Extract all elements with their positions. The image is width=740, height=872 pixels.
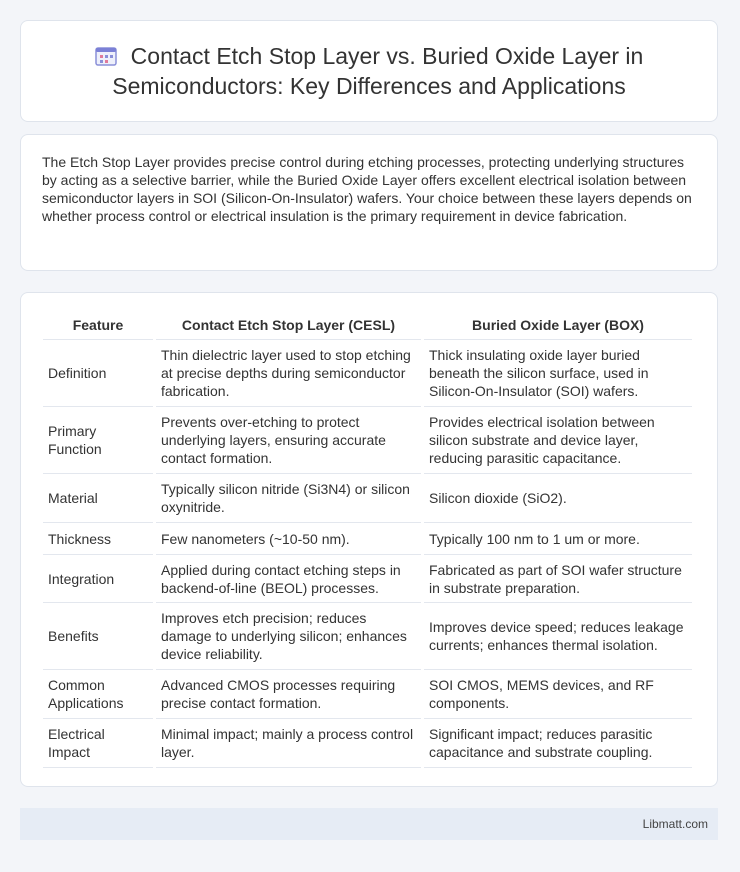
feature-cell: Material [43, 474, 153, 523]
box-cell: SOI CMOS, MEMS devices, and RF components. [424, 670, 692, 719]
header-cesl: Contact Etch Stop Layer (CESL) [156, 311, 421, 340]
calendar-icon [95, 46, 117, 66]
cesl-cell: Prevents over-etching to protect underlying layers, ensuring accurate contact formation. [156, 407, 421, 474]
comparison-table [40, 311, 695, 768]
page-title-text: Contact Etch Stop Layer vs. Buried Oxide Layer in Semiconductors: Key Differences and Applications [112, 43, 644, 99]
table-row [43, 719, 692, 768]
comparison-card [20, 292, 718, 787]
table-row [43, 555, 692, 603]
cesl-cell: Few nanometers (~10-50 nm). [156, 523, 421, 555]
feature-cell: Thickness [43, 523, 153, 555]
intro-text: The Etch Stop Layer provides precise control during etching processes, protecting underlying structures by acting as a selective barrier, while the Buried Oxide Layer offers excellent electrical isolation between semiconductor layers in SOI (Silicon-On-Insulator) wafers. Your choice between these layers depends on whether process control or electrical insulation is the primary requirement in device fabrication. [42, 154, 692, 224]
table-row [43, 474, 692, 523]
feature-cell: Common Applications [43, 670, 153, 719]
box-cell: Silicon dioxide (SiO2). [424, 474, 692, 523]
feature-cell: Electrical Impact [43, 719, 153, 768]
header-feature: Feature [43, 311, 153, 340]
box-cell: Thick insulating oxide layer buried beneath the silicon surface, used in Silicon-On-Insulator (SOI) wafers. [424, 340, 692, 407]
cesl-cell: Minimal impact; mainly a process control layer. [156, 719, 421, 768]
box-cell: Typically 100 nm to 1 um or more. [424, 523, 692, 555]
table-header-row [43, 311, 692, 340]
header-box: Buried Oxide Layer (BOX) [424, 311, 692, 340]
footer-site-link[interactable]: Libmatt.com [642, 817, 708, 831]
table-row [43, 670, 692, 719]
table-row [43, 407, 692, 474]
cesl-cell: Thin dielectric layer used to stop etching at precise depths during semiconductor fabrication. [156, 340, 421, 407]
feature-cell: Benefits [43, 603, 153, 670]
cesl-cell: Applied during contact etching steps in backend-of-line (BEOL) processes. [156, 555, 421, 603]
feature-cell: Definition [43, 340, 153, 407]
table-row [43, 603, 692, 670]
box-cell: Improves device speed; reduces leakage currents; enhances thermal isolation. [424, 603, 692, 670]
intro-card [20, 134, 718, 271]
table-row [43, 523, 692, 555]
box-cell: Provides electrical isolation between silicon substrate and device layer, reducing parasitic capacitance. [424, 407, 692, 474]
title-card [20, 20, 718, 122]
page-title [49, 41, 689, 101]
cesl-cell: Advanced CMOS processes requiring precise contact formation. [156, 670, 421, 719]
feature-cell: Integration [43, 555, 153, 603]
feature-cell: Primary Function [43, 407, 153, 474]
cesl-cell: Typically silicon nitride (Si3N4) or silicon oxynitride. [156, 474, 421, 523]
footer [20, 808, 718, 840]
table-row [43, 340, 692, 407]
box-cell: Fabricated as part of SOI wafer structure in substrate preparation. [424, 555, 692, 603]
box-cell: Significant impact; reduces parasitic capacitance and substrate coupling. [424, 719, 692, 768]
cesl-cell: Improves etch precision; reduces damage to underlying silicon; enhances device reliability. [156, 603, 421, 670]
